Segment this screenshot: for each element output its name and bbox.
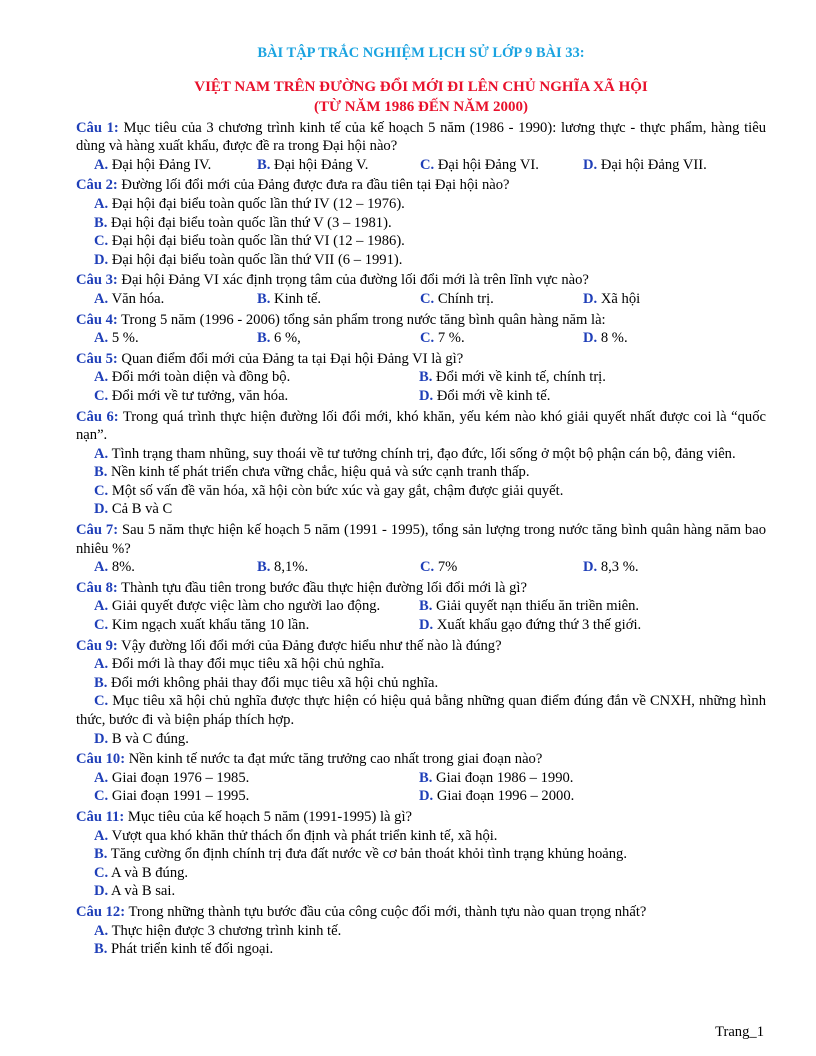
answer-option[interactable] bbox=[94, 769, 419, 788]
question-number: Câu 7: bbox=[76, 522, 119, 539]
answer-option[interactable] bbox=[76, 445, 766, 464]
answer-option[interactable] bbox=[94, 597, 419, 616]
option-text: B và C đúng. bbox=[108, 730, 189, 747]
option-letter: B. bbox=[257, 330, 271, 347]
answer-option[interactable] bbox=[76, 940, 766, 959]
option-text: Kim ngạch xuất khẩu tăng 10 lần. bbox=[108, 617, 310, 634]
question-4 bbox=[76, 311, 766, 348]
question-prompt: Quan điểm đổi mới của Đảng ta tại Đại hội Đảng VI là gì? bbox=[117, 350, 464, 367]
question-number: Câu 12: bbox=[76, 903, 126, 920]
option-letter: C. bbox=[94, 482, 109, 499]
option-text: Giải quyết nạn thiếu ăn triền miên. bbox=[432, 598, 640, 615]
answer-option[interactable] bbox=[583, 329, 746, 348]
answer-option[interactable] bbox=[94, 329, 257, 348]
answer-option[interactable] bbox=[583, 156, 746, 175]
option-text: Đại hội đại biểu toàn quốc lần thứ V (3 – 1981). bbox=[107, 214, 392, 231]
option-letter: C. bbox=[94, 387, 109, 404]
page-number: Trang_1 bbox=[715, 1024, 764, 1040]
option-text: Xuất khẩu gạo đứng thứ 3 thế giới. bbox=[433, 617, 642, 634]
answer-options bbox=[76, 445, 766, 519]
question-prompt: Vậy đường lối đổi mới của Đảng được hiểu như thế nào là đúng? bbox=[117, 637, 502, 654]
document-page bbox=[76, 44, 766, 959]
option-text: Vượt qua khó khăn thử thách ổn định và phát triển kinh tế, xã hội. bbox=[108, 827, 498, 844]
option-letter: C. bbox=[94, 693, 109, 710]
option-letter: A. bbox=[94, 769, 109, 786]
question-number: Câu 5: bbox=[76, 350, 118, 367]
option-text: Nền kinh tế phát triển chưa vững chắc, hiệu quả và sức cạnh tranh thấp. bbox=[107, 464, 530, 481]
option-letter: C. bbox=[420, 290, 435, 307]
option-text: A và B sai. bbox=[108, 883, 176, 900]
answer-option[interactable] bbox=[419, 787, 744, 806]
answer-options bbox=[76, 827, 766, 901]
answer-options bbox=[76, 290, 766, 309]
option-letter: C. bbox=[94, 617, 109, 634]
question-number: Câu 4: bbox=[76, 311, 118, 328]
question-text bbox=[76, 271, 766, 290]
option-letter: C. bbox=[94, 864, 109, 881]
question-12 bbox=[76, 903, 766, 959]
option-text: A và B đúng. bbox=[108, 864, 189, 881]
option-text: Đại hội đại biểu toàn quốc lần thứ VII (6 – 1991). bbox=[108, 251, 403, 268]
answer-options bbox=[76, 329, 766, 348]
answer-option[interactable] bbox=[76, 922, 766, 941]
option-text: Đại hội đại biểu toàn quốc lần thứ IV (12 – 1976). bbox=[108, 195, 405, 212]
question-number: Câu 9: bbox=[76, 637, 118, 654]
question-9 bbox=[76, 637, 766, 749]
answer-options bbox=[76, 156, 766, 175]
answer-option[interactable] bbox=[419, 597, 744, 616]
option-letter: D. bbox=[94, 251, 109, 268]
question-2 bbox=[76, 176, 766, 269]
option-text: Đại hội Đảng VI. bbox=[434, 156, 539, 173]
answer-option[interactable] bbox=[257, 558, 420, 577]
question-10 bbox=[76, 750, 766, 806]
answer-option[interactable] bbox=[94, 368, 419, 387]
answer-option[interactable] bbox=[257, 290, 420, 309]
option-text: Đổi mới về tư tưởng, văn hóa. bbox=[108, 387, 289, 404]
answer-option[interactable] bbox=[419, 616, 744, 635]
option-text: 7% bbox=[434, 559, 458, 576]
option-text: Giai đoạn 1996 – 2000. bbox=[433, 788, 575, 805]
worksheet-title: BÀI TẬP TRẮC NGHIỆM LỊCH SỬ LỚP 9 BÀI 33: bbox=[257, 45, 585, 61]
option-text: Giải quyết được việc làm cho người lao động. bbox=[108, 598, 381, 615]
option-letter: B. bbox=[94, 214, 108, 231]
option-letter: A. bbox=[94, 559, 109, 576]
question-1 bbox=[76, 119, 766, 175]
question-prompt: Đại hội Đảng VI xác định trọng tâm của đường lối đổi mới là trên lĩnh vực nào? bbox=[117, 272, 589, 289]
question-number: Câu 6: bbox=[76, 408, 119, 425]
option-text: Một số vấn đề văn hóa, xã hội còn bức xúc và gay gắt, chậm được giải quyết. bbox=[108, 482, 564, 499]
answer-option[interactable] bbox=[94, 156, 257, 175]
option-letter: D. bbox=[94, 501, 109, 518]
option-letter: B. bbox=[257, 156, 271, 173]
question-text bbox=[76, 579, 766, 598]
question-prompt: Nền kinh tế nước ta đạt mức tăng trưởng cao nhất trong giai đoạn nào? bbox=[125, 751, 543, 768]
question-text bbox=[76, 637, 766, 656]
option-letter: B. bbox=[94, 846, 108, 863]
question-prompt: Trong 5 năm (1996 - 2006) tổng sản phẩm trong nước tăng bình quân hàng năm là: bbox=[117, 311, 606, 328]
question-prompt: Đường lối đổi mới của Đảng được đưa ra đầu tiên tại Đại hội nào? bbox=[117, 177, 510, 194]
answer-option[interactable] bbox=[94, 387, 419, 406]
question-list bbox=[76, 119, 766, 959]
answer-options bbox=[76, 922, 766, 959]
option-text: Xã hội bbox=[597, 290, 641, 307]
answer-option[interactable] bbox=[76, 463, 766, 482]
answer-options bbox=[76, 368, 766, 405]
question-text bbox=[76, 903, 766, 922]
option-letter: A. bbox=[94, 598, 109, 615]
answer-option[interactable] bbox=[76, 251, 766, 270]
question-5 bbox=[76, 350, 766, 406]
question-3 bbox=[76, 271, 766, 308]
question-7 bbox=[76, 521, 766, 577]
option-letter: A. bbox=[94, 369, 109, 386]
question-6 bbox=[76, 408, 766, 520]
option-letter: B. bbox=[94, 464, 108, 481]
question-text bbox=[76, 521, 766, 558]
question-11 bbox=[76, 808, 766, 901]
answer-options bbox=[76, 769, 766, 806]
option-text: Văn hóa. bbox=[108, 290, 165, 307]
question-text bbox=[76, 311, 766, 330]
option-text: Mục tiêu xã hội chủ nghĩa được thực hiện có hiệu quả bằng những quan điểm đúng đắn về CNXH, những hình thức, bước đi và biện pháp thích hợp. bbox=[76, 693, 766, 728]
option-text: Thực hiện được 3 chương trình kinh tế. bbox=[108, 922, 342, 939]
question-text bbox=[76, 119, 766, 156]
answer-option[interactable] bbox=[419, 769, 744, 788]
question-8 bbox=[76, 579, 766, 635]
option-text: Tăng cường ổn định chính trị đưa đất nước về cơ bản thoát khỏi tình trạng khủng hoảng. bbox=[107, 846, 627, 863]
option-text: Tình trạng tham nhũng, suy thoái về tư tưởng chính trị, đạo đức, lối sống ở một bộ phận cán bộ, đảng viên. bbox=[108, 445, 736, 462]
option-text: Cả B và C bbox=[108, 501, 173, 518]
option-text: Đổi mới về kinh tế. bbox=[433, 387, 551, 404]
answer-option[interactable] bbox=[94, 558, 257, 577]
option-letter: B. bbox=[257, 559, 271, 576]
option-text: Đổi mới về kinh tế, chính trị. bbox=[432, 369, 606, 386]
question-number: Câu 1: bbox=[76, 119, 119, 136]
answer-option[interactable] bbox=[76, 214, 766, 233]
option-text: Giai đoạn 1976 – 1985. bbox=[108, 769, 250, 786]
question-text bbox=[76, 176, 766, 195]
answer-option[interactable] bbox=[420, 558, 583, 577]
option-letter: D. bbox=[583, 330, 598, 347]
option-text: Đổi mới là thay đổi mục tiêu xã hội chủ nghĩa. bbox=[108, 656, 385, 673]
answer-option[interactable] bbox=[419, 387, 744, 406]
answer-option[interactable] bbox=[583, 558, 746, 577]
option-letter: C. bbox=[94, 233, 109, 250]
option-letter: C. bbox=[420, 156, 435, 173]
option-text: 6 %, bbox=[270, 330, 301, 347]
answer-option[interactable] bbox=[419, 368, 744, 387]
option-letter: B. bbox=[419, 369, 433, 386]
option-letter: A. bbox=[94, 156, 109, 173]
question-number: Câu 10: bbox=[76, 751, 126, 768]
option-text: Đại hội Đảng V. bbox=[270, 156, 369, 173]
answer-option[interactable] bbox=[76, 864, 766, 883]
option-letter: D. bbox=[94, 730, 109, 747]
option-letter: A. bbox=[94, 656, 109, 673]
lesson-title: VIỆT NAM TRÊN ĐƯỜNG ĐỔI MỚI ĐI LÊN CHỦ NGHĨA XÃ HỘI bbox=[194, 78, 648, 95]
answer-option[interactable] bbox=[76, 232, 766, 251]
option-letter: B. bbox=[94, 674, 108, 691]
option-letter: A. bbox=[94, 290, 109, 307]
option-text: 8,3 %. bbox=[597, 559, 639, 576]
answer-option[interactable] bbox=[76, 482, 766, 501]
option-letter: D. bbox=[583, 156, 598, 173]
option-text: Chính trị. bbox=[434, 290, 494, 307]
option-text: Giai đoạn 1986 – 1990. bbox=[432, 769, 574, 786]
answer-option[interactable] bbox=[76, 500, 766, 519]
option-text: Đại hội đại biểu toàn quốc lần thứ VI (12 – 1986). bbox=[108, 233, 405, 250]
answer-option[interactable] bbox=[583, 290, 746, 309]
option-letter: A. bbox=[94, 445, 109, 462]
option-text: Phát triển kinh tế đối ngoại. bbox=[107, 941, 274, 958]
answer-option[interactable] bbox=[76, 655, 766, 674]
option-text: Đại hội Đảng VII. bbox=[597, 156, 707, 173]
question-prompt: Mục tiêu của 3 chương trình kinh tế của kế hoạch 5 năm (1986 - 1990): lương thực - thực phẩm, hàng tiêu dùng và hàng xuất khẩu, được đề ra trong Đại hội nào? bbox=[76, 119, 766, 155]
answer-option[interactable] bbox=[76, 882, 766, 901]
option-letter: A. bbox=[94, 195, 109, 212]
option-letter: D. bbox=[419, 387, 434, 404]
option-text: 5 %. bbox=[108, 330, 139, 347]
answer-option[interactable] bbox=[76, 674, 766, 693]
question-text bbox=[76, 408, 766, 445]
option-letter: B. bbox=[419, 598, 433, 615]
answer-option[interactable] bbox=[76, 827, 766, 846]
question-number: Câu 8: bbox=[76, 579, 118, 596]
option-letter: D. bbox=[583, 290, 598, 307]
question-text bbox=[76, 808, 766, 827]
answer-options bbox=[76, 597, 766, 634]
answer-options bbox=[76, 558, 766, 577]
question-number: Câu 3: bbox=[76, 272, 118, 289]
answer-option[interactable] bbox=[76, 845, 766, 864]
option-letter: B. bbox=[419, 769, 433, 786]
question-text bbox=[76, 350, 766, 369]
question-number: Câu 11: bbox=[76, 808, 125, 825]
option-letter: A. bbox=[94, 922, 109, 939]
answer-option[interactable] bbox=[94, 290, 257, 309]
question-prompt: Trong quá trình thực hiện đường lối đổi mới, khó khăn, yếu kém nào khó giải quyết nhất được coi là “quốc nạn”. bbox=[76, 408, 766, 444]
option-letter: B. bbox=[257, 290, 271, 307]
option-letter: B. bbox=[94, 941, 108, 958]
answer-option[interactable] bbox=[420, 156, 583, 175]
answer-option[interactable] bbox=[76, 195, 766, 214]
answer-option[interactable] bbox=[94, 787, 419, 806]
answer-option[interactable] bbox=[76, 730, 766, 749]
question-prompt: Thành tựu đầu tiên trong bước đầu thực hiện đường lối đổi mới là gì? bbox=[117, 579, 527, 596]
question-text bbox=[76, 750, 766, 769]
option-letter: D. bbox=[94, 883, 109, 900]
option-text: 8 %. bbox=[597, 330, 628, 347]
option-letter: C. bbox=[420, 559, 435, 576]
answer-option[interactable] bbox=[420, 329, 583, 348]
option-text: 7 %. bbox=[434, 330, 465, 347]
option-letter: D. bbox=[583, 559, 598, 576]
answer-option[interactable] bbox=[94, 616, 419, 635]
option-text: Đổi mới không phải thay đổi mục tiêu xã hội chủ nghĩa. bbox=[107, 674, 439, 691]
option-text: Kinh tế. bbox=[270, 290, 322, 307]
lesson-period: (TỪ NĂM 1986 ĐẾN NĂM 2000) bbox=[314, 98, 528, 115]
option-letter: C. bbox=[94, 788, 109, 805]
answer-option[interactable] bbox=[76, 692, 766, 729]
option-text: 8,1%. bbox=[270, 559, 309, 576]
answer-options bbox=[76, 195, 766, 269]
option-text: Đại hội Đảng IV. bbox=[108, 156, 212, 173]
option-letter: A. bbox=[94, 330, 109, 347]
answer-option[interactable] bbox=[420, 290, 583, 309]
question-prompt: Trong những thành tựu bước đầu của công cuộc đổi mới, thành tựu nào quan trọng nhất? bbox=[125, 903, 647, 920]
option-letter: D. bbox=[419, 617, 434, 634]
option-letter: A. bbox=[94, 827, 109, 844]
question-prompt: Mục tiêu của kế hoạch 5 năm (1991-1995) là gì? bbox=[124, 808, 412, 825]
option-letter: D. bbox=[419, 788, 434, 805]
answer-option[interactable] bbox=[257, 156, 420, 175]
option-text: Giai đoạn 1991 – 1995. bbox=[108, 788, 250, 805]
answer-options bbox=[76, 655, 766, 748]
option-text: Đổi mới toàn diện và đồng bộ. bbox=[108, 369, 291, 386]
option-letter: C. bbox=[420, 330, 435, 347]
question-prompt: Sau 5 năm thực hiện kế hoạch 5 năm (1991 - 1995), tổng sản lượng trong nước tăng bình quân hàng năm bao nhiêu %? bbox=[76, 522, 766, 557]
answer-option[interactable] bbox=[257, 329, 420, 348]
question-number: Câu 2: bbox=[76, 177, 118, 194]
option-text: 8%. bbox=[108, 559, 135, 576]
